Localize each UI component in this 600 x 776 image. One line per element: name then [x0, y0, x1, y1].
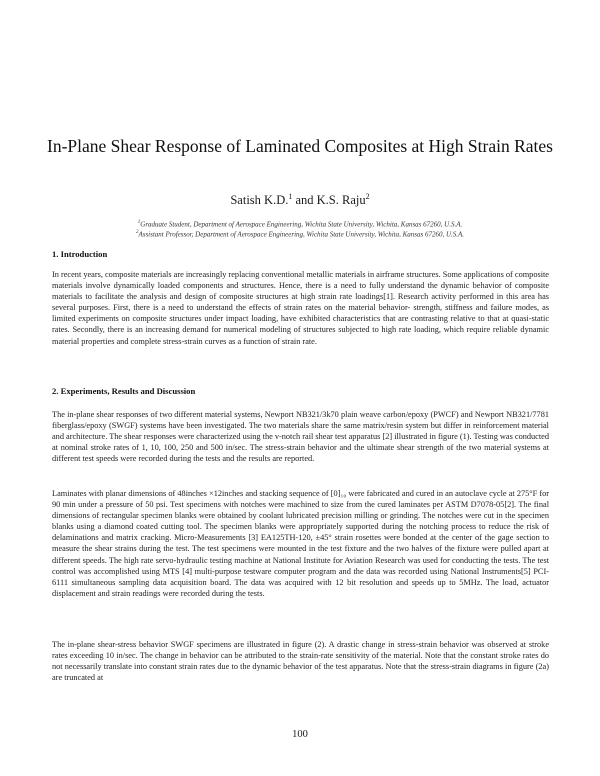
paper-title: In-Plane Shear Response of Laminated Composites at High Strain Rates: [47, 136, 553, 156]
paragraph-materials: The in-plane shear responses of two different material systems, Newport NB321/3k70 plain weave carbon/epoxy (PWCF) and Newport NB321/7781 fiberglass/epoxy (SWGF) systems have been investigated. The two materials share the same matrix/resin system but differ in reinforcement material and architecture. The shear responses were characterized using the v-notch rail shear test apparatus [2] illustrated in figure (1). Testing was conducted at nominal stroke rates of 1, 10, 100, 250 and 500 in/sec. The stress-strain behavior and the ultimate shear strength of the two material systems at different test speeds were recorded during the tests and the results are reported.: [52, 410, 549, 464]
author-first: Satish K.D.: [230, 193, 289, 208]
paragraph-specimens: Laminates with planar dimensions of 48inches ×12inches and stacking sequence of [0]₁₀ were fabricated and cured in an autoclave cycle at 275°F for 90 min under a pressure of 50 psi. Test specimens with notches were machined to size from the cured laminates per ASTM D7078-05[2]. The final dimensions of rectangular specimen blanks were obtained by coolant lubricated precision milling or grinding. The notches were cut in the specimen blanks using a diamond coated cutting tool. The specimen blanks were appropriately supported during the notching process to reduce the risk of delaminations and matrix cracking. Micro-Measurements [3] EA125TH-120, ±45° strain rosettes were bonded at the center of the gage section to measure the shear strains during the test. The test specimens were mounted in the test fixture and the two halves of the fixture were pulled apart at different speeds. The high rate servo-hydraulic testing machine at National Institute for Aviation Research was used for conducting the tests. The test control was accomplished using MTS [4] multi-purpose testware computer program and the data was recorded using National Instruments[5] PCI-6111 simultaneous sampling data acquisition board. The data was acquired with 12 bit resolution and speeds up to 5MHz. The load, actuator displacement and strain readings were recorded during the tests.: [52, 489, 549, 598]
section-heading-introduction: 1. Introduction: [52, 249, 108, 259]
affiliation-text: Graduate Student, Department of Aerospace Engineering, Wichita State University, Wichita, Kansas 67260, U.S.A.: [140, 220, 463, 229]
paragraph-introduction: In recent years, composite materials are increasingly replacing conventional metallic materials in airframe structures. Some applications of composite materials involve dynamically loaded components and structures. Hence, there is a need to fully understand the dynamic behavior of composite materials to facilitate the analysis and design of composite structures at high strain rate loadings[1]. Research activity performed in this area has several purposes. First, there is a need to understand the effects of strain rates on the material behavior- strength, stiffness and failure modes, as limited experiments on composite structures under impact loading, have exhibited characteristics that are contrasting relative to that at quasi-static rates. Secondly, there is an increasing demand for numerical modeling of structures subjected to high rate loading, which require reliable dynamic material properties and complete stress-strain curves as a function of strain rate.: [52, 270, 549, 346]
page-number: 100: [292, 729, 308, 740]
affiliation-mark: 1: [137, 220, 141, 225]
affiliation-2: [0, 228, 600, 239]
author-connector: and K.S. Raju: [292, 193, 366, 208]
paragraph-results: The in-plane shear-stress behavior SWGF specimens are illustrated in figure (2). A drastic change in stress-strain behavior was observed at stroke rates exceeding 10 in/sec. The change in behavior can be attributed to the strain-rate sensitivity of the material. Note that the constant stroke rates do not necessarily translate into constant strain rates due to the dynamic behavior of the test apparatus. Note that the stress-strain diagrams in figure (2a) are truncated at: [52, 640, 549, 683]
section-heading-experiments: 2. Experiments, Results and Discussion: [52, 386, 196, 396]
affiliation-mark: 2: [135, 230, 139, 235]
author-first-mark: 1: [288, 192, 293, 201]
affiliation-text: Assistant Professor, Department of Aerospace Engineering, Wichita State University, Wichita, Kansas 67260, U.S.A.: [138, 230, 465, 239]
author-second-mark: 2: [365, 192, 370, 201]
author-line: [0, 192, 600, 208]
